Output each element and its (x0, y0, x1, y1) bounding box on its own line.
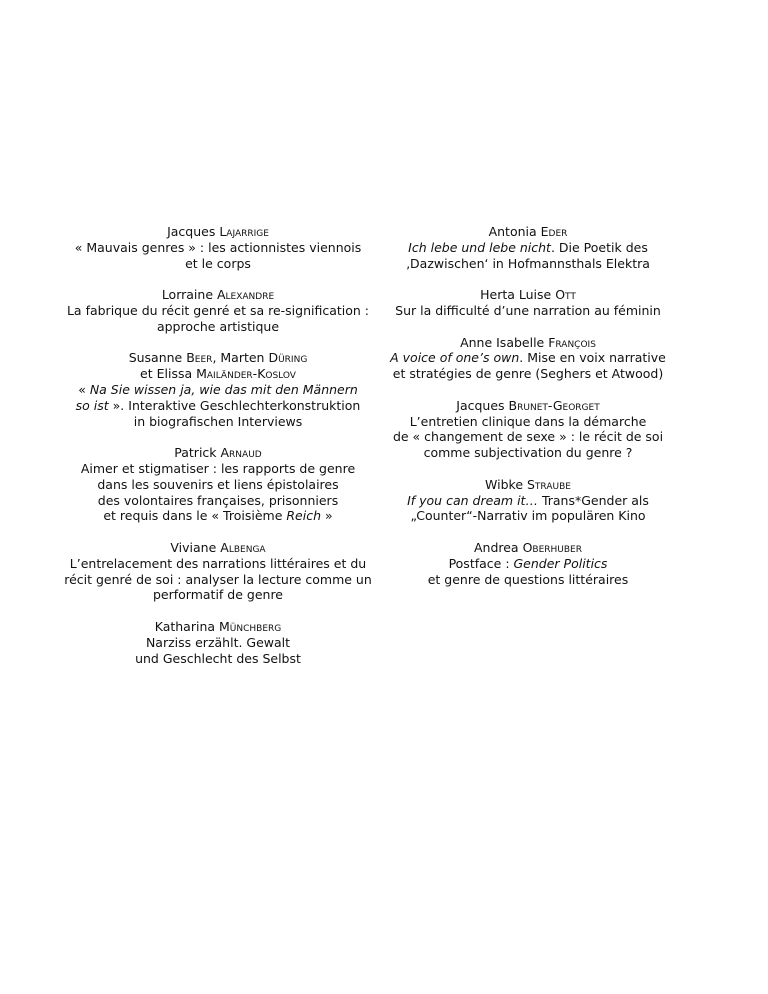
title-line (58, 651, 378, 667)
entry-author (58, 445, 378, 461)
entry-title (58, 382, 378, 429)
title-line (368, 240, 688, 256)
entry-author (58, 350, 378, 382)
entry-title (368, 556, 688, 588)
title-line (58, 572, 378, 588)
author-line (58, 287, 378, 303)
toc-entry (58, 445, 378, 524)
text-segment: L’entretien clinique dans la démarche (409, 413, 647, 429)
author-line (58, 619, 378, 635)
text-segment: et le corps (185, 255, 251, 271)
author-surname: Brunet-Georget (508, 397, 600, 413)
author-surname: Alexandre (216, 287, 275, 303)
text-segment: Aimer et stigmatiser : les rapports de genre (80, 460, 356, 476)
italic-title-text: A voice of one’s own (390, 350, 520, 366)
entry-title (368, 303, 688, 319)
text-segment: La fabrique du récit genré et sa re-signification : (66, 302, 370, 318)
entry-title (58, 240, 378, 272)
toc-entry (368, 477, 688, 524)
title-line (58, 398, 378, 414)
entry-author (58, 540, 378, 556)
title-line (368, 493, 688, 509)
author-surname: François (548, 334, 596, 350)
entry-title (58, 303, 378, 335)
toc-entry (368, 224, 688, 271)
text-segment: Andrea (473, 539, 523, 555)
text-segment: Sur la difficulté d’une narration au féminin (395, 302, 661, 318)
text-segment: et genre de questions littéraires (427, 571, 629, 587)
title-line (368, 414, 688, 430)
author-surname: Eder (540, 224, 568, 239)
toc-column-left (58, 224, 378, 682)
entry-title (368, 493, 688, 525)
text-segment: . Die Poetik des (550, 239, 648, 255)
title-line (58, 493, 378, 509)
entry-author (368, 224, 688, 240)
text-segment: Antonia (488, 224, 541, 239)
author-surname: Düring (268, 350, 308, 366)
text-segment: Anne Isabelle (460, 334, 549, 350)
entry-title (58, 461, 378, 524)
author-line (58, 445, 378, 461)
italic-title-text: Gender Politics (513, 555, 608, 571)
title-line (368, 366, 688, 382)
text-segment: ‚Dazwischen‘ in Hofmannsthals Elektra (406, 255, 650, 271)
title-line (58, 587, 378, 603)
title-line (58, 240, 378, 256)
author-surname: Münchberg (219, 618, 282, 634)
title-line (58, 382, 378, 398)
title-line (58, 477, 378, 493)
author-line (368, 287, 688, 303)
author-surname: Mailänder-Koslov (196, 366, 296, 382)
text-segment: L’entrelacement des narrations littéraires et du (69, 555, 367, 571)
toc-entry (58, 224, 378, 271)
text-segment: Trans*Gender als (537, 492, 649, 508)
title-line (58, 508, 378, 524)
title-line (368, 445, 688, 461)
author-line (368, 398, 688, 414)
entry-author (368, 477, 688, 493)
toc-entry (58, 540, 378, 603)
toc-entry (58, 619, 378, 666)
text-segment: Herta Luise (480, 287, 556, 303)
author-surname: Lajarrige (219, 224, 269, 239)
toc-entry (58, 287, 378, 334)
text-segment: Wibke (485, 476, 527, 492)
entry-author (368, 398, 688, 414)
title-line (368, 350, 688, 366)
text-segment: et requis dans le « Troisième (103, 508, 287, 524)
author-line (368, 335, 688, 351)
text-segment: Postface : (448, 555, 514, 571)
entry-author (58, 287, 378, 303)
text-segment: Patrick (174, 445, 221, 461)
title-line (58, 256, 378, 272)
title-line (368, 429, 688, 445)
author-surname: Oberhuber (522, 539, 583, 555)
text-segment: „Counter“-Narrativ im populären Kino (410, 508, 646, 524)
text-segment: Susanne (128, 350, 187, 366)
text-segment: et Elissa (140, 366, 197, 382)
text-segment: performatif de genre (152, 587, 284, 603)
title-line (58, 414, 378, 430)
entry-author (368, 335, 688, 351)
text-segment: approche artistique (156, 318, 280, 334)
entry-title (368, 350, 688, 382)
entry-title (58, 635, 378, 667)
italic-title-text: Reich (286, 508, 322, 524)
title-line (368, 256, 688, 272)
entry-author (58, 619, 378, 635)
title-line (368, 556, 688, 572)
entry-title (368, 240, 688, 272)
text-segment: , Marten (212, 350, 269, 366)
author-line (58, 350, 378, 366)
text-segment: récit genré de soi : analyser la lecture comme un (64, 571, 372, 587)
text-segment: Jacques (167, 224, 220, 239)
title-line (368, 508, 688, 524)
text-segment: ». Interaktive Geschlechterkonstruktion (108, 397, 361, 413)
text-segment: Narziss erzählt. Gewalt (145, 634, 291, 650)
entry-title (368, 414, 688, 461)
text-segment: et stratégies de genre (Seghers et Atwood) (392, 366, 664, 382)
title-line (58, 319, 378, 335)
text-segment: Jacques (456, 397, 509, 413)
entry-author (368, 287, 688, 303)
author-surname: Albenga (220, 539, 266, 555)
text-segment: dans les souvenirs et liens épistolaires (97, 476, 339, 492)
toc-entry (368, 540, 688, 587)
entry-author (368, 540, 688, 556)
toc-entry (58, 350, 378, 429)
toc-column-right (368, 224, 688, 603)
author-line (368, 224, 688, 240)
entry-author (58, 224, 378, 240)
text-segment: . Mise en voix narrative (519, 350, 666, 366)
author-surname: Beer (186, 350, 213, 366)
italic-title-text: Ich lebe und lebe nicht (408, 239, 551, 255)
toc-entry (368, 287, 688, 319)
entry-title (58, 556, 378, 603)
italic-title-text: Na Sie wissen ja, wie das mit den Männern (89, 381, 358, 397)
author-line (58, 366, 378, 382)
text-segment: » (321, 508, 333, 524)
title-line (58, 461, 378, 477)
author-line (58, 540, 378, 556)
italic-title-text: If you can dream it… (407, 492, 538, 508)
author-surname: Ott (555, 287, 576, 303)
title-line (368, 572, 688, 588)
title-line (58, 556, 378, 572)
text-segment: Viviane (170, 539, 221, 555)
title-line (368, 303, 688, 319)
text-segment: comme subjectivation du genre ? (423, 445, 633, 461)
author-surname: Straube (527, 476, 571, 492)
author-line (368, 477, 688, 493)
toc-entry (368, 398, 688, 461)
text-segment: « Mauvais genres » : les actionnistes viennois (74, 239, 362, 255)
author-line (368, 540, 688, 556)
text-segment: des volontaires françaises, prisonniers (97, 492, 339, 508)
toc-entry (368, 335, 688, 382)
italic-title-text: so ist (75, 397, 109, 413)
text-segment: Katharina (154, 618, 220, 634)
text-segment: in biografischen Interviews (133, 413, 303, 429)
author-surname: Arnaud (220, 445, 262, 461)
title-line (58, 635, 378, 651)
text-segment: und Geschlecht des Selbst (135, 650, 301, 666)
text-segment: de « changement de sexe » : le récit de soi (392, 429, 664, 445)
title-line (58, 303, 378, 319)
author-line (58, 224, 378, 240)
text-segment: Lorraine (161, 287, 217, 303)
text-segment: « (78, 381, 90, 397)
